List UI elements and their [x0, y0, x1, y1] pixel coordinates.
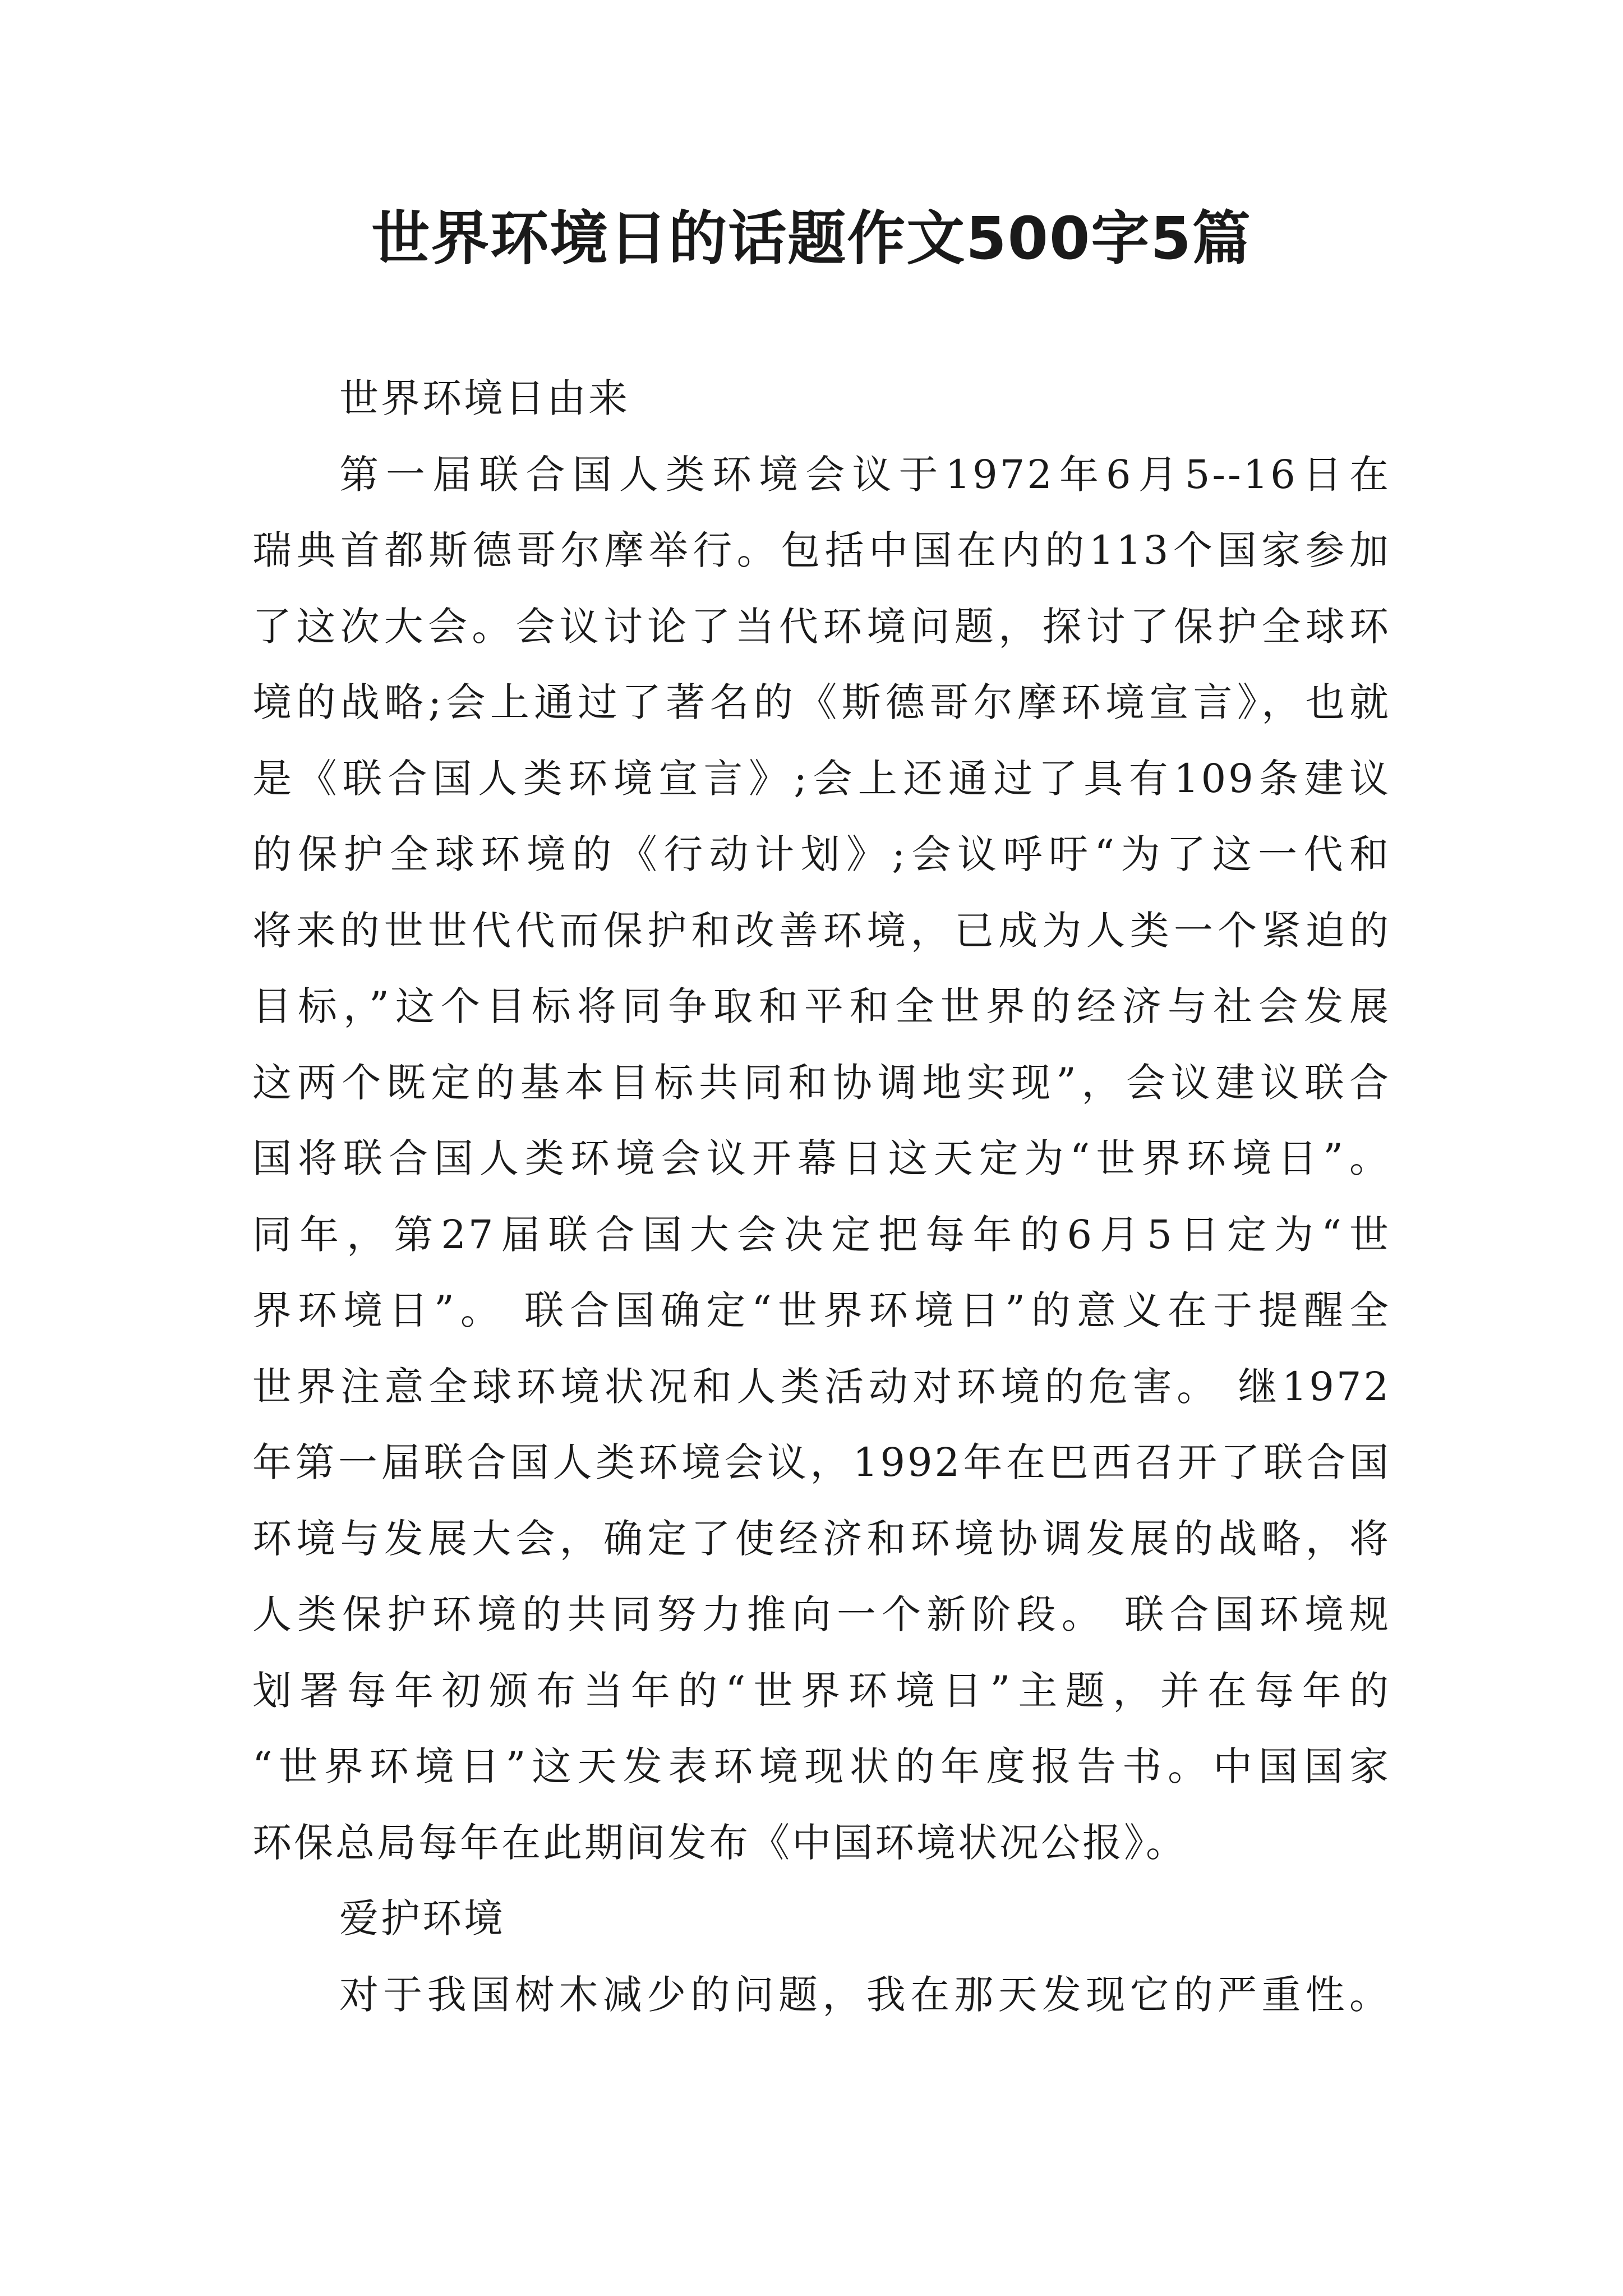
paragraph-line: 了这次大会。会议讨论了当代环境问题，探讨了保护全球环 [252, 604, 1391, 650]
paragraph-line: 这两个既定的基本目标共同和协调地实现”，会议建议联合 [252, 1060, 1391, 1106]
paragraph-line: 世界注意全球环境状况和人类活动对环境的危害。 继1972 [252, 1364, 1391, 1410]
paragraph-line: 目标，”这个目标将同争取和平和全世界的经济与社会发展 [252, 983, 1391, 1029]
paragraph-line: 人类保护环境的共同努力推向一个新阶段。 联合国环境规 [252, 1591, 1391, 1637]
paragraph-line: 境的战略;会上通过了著名的《斯德哥尔摩环境宣言》，也就 [252, 679, 1391, 725]
paragraph-line: 划署每年初颁布当年的“世界环境日”主题，并在每年的 [252, 1668, 1391, 1714]
document-title: 世界环境日的话题作文500字5篇 [371, 204, 1252, 273]
paragraph-line: 环保总局每年在此期间发布《中国环境状况公报》。 [252, 1820, 1187, 1866]
paragraph-line: 第一届联合国人类环境会议于1972年6月5--16日在 [339, 452, 1391, 498]
paragraph-line: “世界环境日”这天发表环境现状的年度报告书。中国国家 [252, 1743, 1391, 1789]
paragraph-line: 将来的世世代代而保护和改善环境，已成为人类一个紧迫的 [252, 908, 1391, 954]
paragraph-line: 环境与发展大会，确定了使经济和环境协调发展的战略，将 [252, 1516, 1391, 1562]
paragraph-line: 国将联合国人类环境会议开幕日这天定为“世界环境日”。 [252, 1135, 1391, 1181]
paragraph-line: 界环境日”。 联合国确定“世界环境日”的意义在于提醒全 [252, 1287, 1391, 1333]
paragraph-line: 瑞典首都斯德哥尔摩举行。包括中国在内的113个国家参加 [252, 527, 1391, 573]
paragraph-line: 世界环境日由来 [339, 375, 630, 421]
paragraph-line: 年第一届联合国人类环境会议，1992年在巴西召开了联合国 [252, 1439, 1391, 1485]
paragraph-line: 对于我国树木减少的问题，我在那天发现它的严重性。 [339, 1972, 1391, 2018]
paragraph-line: 的保护全球环境的《行动计划》;会议呼吁“为了这一代和 [252, 831, 1391, 877]
paragraph-line: 爱护环境 [339, 1895, 505, 1941]
paragraph-line: 同年，第27届联合国大会决定把每年的6月5日定为“世 [252, 1212, 1391, 1258]
paragraph-line: 是《联合国人类环境宣言》;会上还通过了具有109条建议 [252, 756, 1391, 802]
